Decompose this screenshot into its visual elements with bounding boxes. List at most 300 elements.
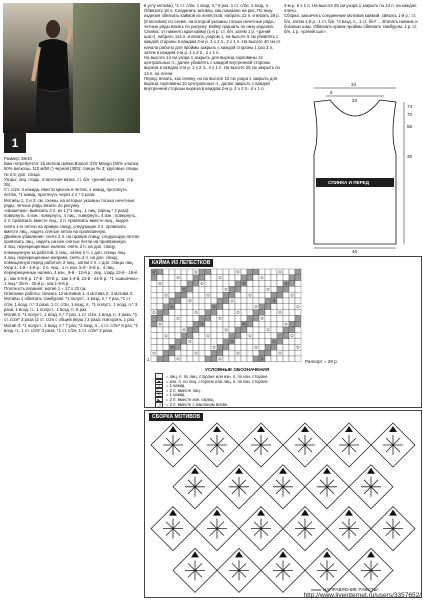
chart-cell: [229, 327, 235, 333]
chart-cell: [187, 281, 193, 287]
motifs-direction-label: НАПРАВЛЕНИЕ РАБОТЫ: [323, 587, 378, 592]
chart-cell: [277, 269, 283, 275]
chart-cell: [199, 286, 205, 292]
petals-repeat-label: Раппорт = 28 р.: [305, 359, 339, 364]
chart-cell: [223, 275, 229, 281]
dim-neck-side: 5: [330, 90, 333, 95]
chart-cell: [163, 281, 169, 287]
chart-cell: [271, 310, 277, 316]
chart-cell: [247, 327, 253, 333]
chart-cell: [205, 298, 211, 304]
chart-cell: [175, 292, 181, 298]
chart-cell: [169, 292, 175, 298]
chart-cell: [271, 333, 277, 339]
chart-cell: [157, 275, 163, 281]
chart-cell: [229, 356, 235, 362]
chart-cell: [205, 304, 211, 310]
chart-cell: [223, 315, 229, 321]
motifs-panel: [144, 410, 422, 598]
chart-cell: [235, 333, 241, 339]
chart-cell: [175, 304, 181, 310]
chart-cell: [229, 315, 235, 321]
chart-cell: [277, 350, 283, 356]
chart-cell: [187, 275, 193, 281]
chart-cell: [193, 310, 199, 316]
chart-cell: [169, 344, 175, 350]
chart-cell: [289, 350, 295, 356]
chart-cell: [193, 356, 199, 362]
chart-cell: [277, 304, 283, 310]
legend-symbol-icon: ◣: [155, 396, 163, 403]
chart-cell: [175, 333, 181, 339]
chart-cell: [253, 333, 259, 339]
chart-cell: [157, 321, 163, 327]
chart-cell: [223, 327, 229, 333]
chart-cell: [241, 275, 247, 281]
chart-cell: [277, 292, 283, 298]
chart-cell: [295, 310, 301, 316]
chart-cell: [187, 298, 193, 304]
chart-cell: [211, 333, 217, 339]
chart-cell: [223, 310, 229, 316]
chart-cell: [199, 310, 205, 316]
motif-star: [383, 435, 403, 455]
dim-b: 70: [407, 112, 413, 117]
chart-cell: [181, 310, 187, 316]
petals-title: КАЙМА ИЗ ЛЕПЕСТКОВ: [149, 259, 213, 267]
chart-cell: [265, 339, 271, 345]
chart-cell: [151, 315, 157, 321]
chart-cell: [151, 292, 157, 298]
chart-cell: [181, 327, 187, 333]
chart-cell: [241, 339, 247, 345]
chart-cell: [211, 315, 217, 321]
chart-cell: [295, 304, 301, 310]
chart-cell: [205, 339, 211, 345]
chart-cell: [253, 350, 259, 356]
chart-cell: [295, 275, 301, 281]
chart-cell: [169, 304, 175, 310]
chart-cell: [283, 298, 289, 304]
background-trees: [73, 3, 140, 133]
chart-cell: [229, 333, 235, 339]
chart-cell: [229, 339, 235, 345]
chart-cell: [235, 292, 241, 298]
chart-cell: [169, 310, 175, 316]
chart-cell: [181, 333, 187, 339]
chart-cell: [223, 356, 229, 362]
chart-cell: [181, 298, 187, 304]
chart-cell: [253, 292, 259, 298]
chart-cell: [277, 327, 283, 333]
chart-cell: [265, 344, 271, 350]
chart-cell: [289, 327, 295, 333]
chart-cell: [187, 350, 193, 356]
chart-cell: [157, 339, 163, 345]
chart-cell: [253, 275, 259, 281]
chart-cell: [259, 333, 265, 339]
chart-cell: [175, 281, 181, 287]
chart-cell: [295, 281, 301, 287]
chart-cell: [283, 350, 289, 356]
chart-cell: [181, 286, 187, 292]
chart-cell: [229, 344, 235, 350]
motif-star: [251, 435, 271, 455]
chart-cell: [151, 327, 157, 333]
chart-cell: [157, 333, 163, 339]
chart-cell: [259, 269, 265, 275]
chart-cell: [277, 281, 283, 287]
chart-cell: [253, 286, 259, 292]
chart-cell: [283, 292, 289, 298]
chart-cell: [157, 310, 163, 316]
chart-cell: [247, 321, 253, 327]
chart-cell: [241, 298, 247, 304]
chart-cell: [199, 356, 205, 362]
chart-cell: [295, 344, 301, 350]
chart-cell: [265, 275, 271, 281]
chart-cell: [175, 327, 181, 333]
chart-cell: [151, 298, 157, 304]
motifs-title: СБОРКА МОТИВОВ: [149, 413, 203, 421]
chart-cell: [253, 310, 259, 316]
chart-cell: [187, 327, 193, 333]
chart-cell: [151, 286, 157, 292]
chart-cell: [259, 321, 265, 327]
chart-cell: [169, 315, 175, 321]
chart-cell: [259, 315, 265, 321]
chart-cell: [169, 281, 175, 287]
chart-cell: [289, 344, 295, 350]
chart-cell: [157, 350, 163, 356]
chart-cell: [199, 344, 205, 350]
chart-cell: [157, 286, 163, 292]
chart-cell: [247, 315, 253, 321]
chart-cell: [295, 315, 301, 321]
chart-cell: [235, 344, 241, 350]
chart-cell: [211, 356, 217, 362]
chart-cell: [163, 298, 169, 304]
chart-cell: [187, 310, 193, 316]
chart-cell: [241, 356, 247, 362]
chart-cell: [151, 356, 157, 362]
chart-cell: [289, 333, 295, 339]
chart-cell: [205, 292, 211, 298]
legend-label: = 2 п. вместе изн. скрещ: [166, 397, 214, 402]
chart-cell: [169, 298, 175, 304]
chart-cell: [217, 292, 223, 298]
chart-cell: [199, 281, 205, 287]
chart-cell: [163, 315, 169, 321]
chart-cell: [241, 321, 247, 327]
chart-cell: [205, 281, 211, 287]
chart-cell: [205, 350, 211, 356]
chart-cell: [265, 356, 271, 362]
chart-cell: [175, 275, 181, 281]
dim-bottom-width: 46: [352, 249, 358, 254]
chart-cell: [241, 344, 247, 350]
chart-cell: [151, 269, 157, 275]
chart-cell: [229, 275, 235, 281]
petals-chart-panel: [144, 256, 422, 408]
chart-cell: [229, 281, 235, 287]
chart-cell: [187, 315, 193, 321]
chart-cell: [193, 286, 199, 292]
chart-cell: [241, 327, 247, 333]
legend-label: = 1 накид: [166, 383, 185, 389]
chart-cell: [253, 321, 259, 327]
chart-cell: [193, 269, 199, 275]
chart-cell: [295, 339, 301, 345]
chart-cell: [169, 327, 175, 333]
chart-cell: [247, 350, 253, 356]
chart-cell: [265, 269, 271, 275]
chart-cell: [199, 327, 205, 333]
chart-cell: [295, 286, 301, 292]
chart-cell: [253, 298, 259, 304]
chart-cell: [163, 339, 169, 345]
chart-cell: [271, 275, 277, 281]
chart-cell: [259, 339, 265, 345]
chart-cell: [289, 321, 295, 327]
chart-cell: [151, 344, 157, 350]
chart-cell: [151, 304, 157, 310]
instructions-column-3: [284, 3, 420, 73]
chart-cell: [211, 298, 217, 304]
chart-cell: [169, 275, 175, 281]
chart-cell: [247, 292, 253, 298]
chart-cell: [247, 339, 253, 345]
chart-cell: [211, 327, 217, 333]
chart-cell: [217, 304, 223, 310]
chart-cell: [253, 339, 259, 345]
chart-cell: [193, 292, 199, 298]
chart-cell: [265, 298, 271, 304]
chart-cell: [259, 281, 265, 287]
legend-label: = изн. п. по лиц. стороне или лиц. п. по изн. стороне: [166, 378, 268, 384]
chart-cell: [211, 292, 217, 298]
chart-cell: [235, 350, 241, 356]
chart-cell: [205, 315, 211, 321]
chart-cell: [265, 321, 271, 327]
legend-symbol-icon: □: [155, 373, 163, 380]
motif-star: [163, 435, 183, 455]
chart-cell: [181, 315, 187, 321]
garment-schema: [284, 76, 420, 256]
chart-cell: [271, 350, 277, 356]
chart-cell: [229, 298, 235, 304]
chart-cell: [235, 339, 241, 345]
chart-cell: [265, 327, 271, 333]
chart-cell: [193, 275, 199, 281]
chart-cell: [181, 339, 187, 345]
chart-cell: [157, 327, 163, 333]
chart-cell: [271, 327, 277, 333]
motif-star: [207, 435, 227, 455]
chart-cell: [217, 315, 223, 321]
chart-cell: [187, 292, 193, 298]
chart-cell: [271, 269, 277, 275]
schema-drawing: [284, 76, 420, 256]
chart-cell: [211, 321, 217, 327]
chart-cell: [199, 269, 205, 275]
chart-cell: [217, 327, 223, 333]
chart-cell: [229, 350, 235, 356]
chart-cell: [259, 327, 265, 333]
chart-cell: [295, 269, 301, 275]
chart-cell: [259, 344, 265, 350]
chart-cell: [277, 339, 283, 345]
chart-cell: [157, 292, 163, 298]
dim-neck-width: 24: [352, 98, 358, 103]
chart-cell: [175, 356, 181, 362]
chart-cell: [235, 269, 241, 275]
chart-cell: [241, 304, 247, 310]
chart-cell: [241, 286, 247, 292]
chart-cell: [205, 321, 211, 327]
chart-cell: [193, 298, 199, 304]
chart-cell: [271, 281, 277, 287]
chart-cell: [241, 269, 247, 275]
chart-cell: [247, 269, 253, 275]
chart-cell: [151, 350, 157, 356]
legend-symbol-icon: ○: [155, 382, 163, 389]
legend-symbol-icon: △: [155, 391, 163, 398]
chart-cell: [283, 333, 289, 339]
chart-cell: [175, 344, 181, 350]
chart-cell: [157, 356, 163, 362]
chart-cell: [259, 286, 265, 292]
chart-cell: [199, 304, 205, 310]
instructions-text-2: в углу мотива), *1 ст. с/2н, 1 возд. п.* 5 раз, 1 ст. с/2н, 1 возд. п. Обвязать 18 п. Соединить мотивы, как показано на рис. По низу изделия обвязать каймой из лепестков: набрать 12 п. и вязать 28 р. (8 мотивов) по схеме, на которой указаны только нечетные ряды, четные ряды вязать по рисунку. Кайму пришить по низу изделия. Спинка: от нижнего края кайму (1-й р. ст. б/н, затем 1 р. «рачий шаг»), набрать 114 п. и вязать узором 1, на высоте 6 см убавлять с каждой стороны в каждом 2-м р. 1 х 1 п., 2 х 1 п. На высоте 40 см от начала работы для проймы закрыть с каждой стороны 1 раз 3 п., затем в каждом 2-м р. 1 х 2 п., 2 х 1 п. На высоте 14 см узора 1 закрыть для выреза горловины 12 центральных п., далее убавлять с каждой внутренней стороны выреза в каждом 2-м р. 1 х 2 п., 4 х 1 п. На высоте 25 см закрыть по 14 п. на плечи. Перед: вязать, как спинку, но на высоте 10 см узора 1 закрыть для выреза горловины 10 центральных п., далее закрыть с каждой внутренней стороны выреза в каждом 2-м р. 1 х 2 п., 4 х 1 п.: [144, 3, 281, 92]
schema-title: СПИНКА И ПЕРЕД: [328, 180, 369, 185]
chart-cell: [163, 333, 169, 339]
chart-cell: [289, 315, 295, 321]
chart-cell: [181, 344, 187, 350]
legend-label: = 2 п. вместе с наклоном влево: [166, 401, 228, 407]
chart-cell: [193, 321, 199, 327]
chart-cell: [151, 275, 157, 281]
chart-cell: [289, 310, 295, 316]
chart-cell: [289, 304, 295, 310]
chart-cell: [193, 327, 199, 333]
chart-cell: [151, 333, 157, 339]
chart-cell: [247, 356, 253, 362]
chart-cell: [169, 339, 175, 345]
chart-cell: [211, 286, 217, 292]
chart-cell: [217, 356, 223, 362]
chart-cell: [283, 356, 289, 362]
chart-cell: [289, 298, 295, 304]
chart-cell: [235, 315, 241, 321]
chart-cell: [169, 356, 175, 362]
chart-cell: [193, 339, 199, 345]
chart-cell: [163, 286, 169, 292]
chart-cell: [151, 321, 157, 327]
chart-cell: [169, 269, 175, 275]
chart-cell: [175, 310, 181, 316]
chart-cell: [223, 344, 229, 350]
chart-cell: [253, 269, 259, 275]
chart-cell: [151, 281, 157, 287]
dim-d: 30: [407, 154, 413, 159]
chart-cell: [235, 356, 241, 362]
chart-cell: [295, 292, 301, 298]
legend-symbol-icon: ■: [155, 378, 163, 385]
legend-symbol-icon: ◺: [155, 387, 163, 394]
chart-cell: [283, 275, 289, 281]
chart-cell: [211, 281, 217, 287]
chart-cell: [283, 304, 289, 310]
chart-cell: [289, 286, 295, 292]
watermark-url: http://www.liveinternet.ru/users/3357652/: [303, 592, 421, 599]
chart-cell: [169, 333, 175, 339]
chart-cell: [259, 356, 265, 362]
chart-cell: [217, 339, 223, 345]
chart-cell: [229, 321, 235, 327]
chart-cell: [187, 333, 193, 339]
chart-cell: [163, 269, 169, 275]
chart-cell: [205, 310, 211, 316]
chart-cell: [157, 344, 163, 350]
chart-cell: [169, 321, 175, 327]
chart-cell: [289, 356, 295, 362]
chart-cell: [163, 344, 169, 350]
chart-cell: [229, 292, 235, 298]
chart-cell: [277, 321, 283, 327]
chart-cell: [163, 350, 169, 356]
chart-cell: [271, 315, 277, 321]
chart-cell: [205, 327, 211, 333]
chart-cell: [277, 310, 283, 316]
chart-cell: [175, 269, 181, 275]
chart-cell: [241, 310, 247, 316]
chart-cell: [247, 333, 253, 339]
chart-cell: [187, 304, 193, 310]
chart-cell: [223, 286, 229, 292]
chart-cell: [217, 344, 223, 350]
chart-cell: [211, 310, 217, 316]
chart-cell: [289, 275, 295, 281]
chart-cell: [277, 356, 283, 362]
chart-cell: [241, 333, 247, 339]
chart-cell: [277, 333, 283, 339]
chart-cell: [223, 298, 229, 304]
legend-label: = 1 накид: [166, 392, 185, 398]
chart-cell: [217, 333, 223, 339]
chart-cell: [187, 269, 193, 275]
chart-cell: [199, 321, 205, 327]
chart-cell: [223, 333, 229, 339]
chart-cell: [247, 298, 253, 304]
chart-cell: [223, 304, 229, 310]
chart-cell: [295, 356, 301, 362]
chart-cell: [235, 304, 241, 310]
chart-cell: [295, 298, 301, 304]
chart-cell: [295, 333, 301, 339]
chart-cell: [247, 344, 253, 350]
chart-cell: [181, 304, 187, 310]
chart-cell: [289, 281, 295, 287]
chart-cell: [187, 356, 193, 362]
chart-cell: [211, 269, 217, 275]
chart-cell: [187, 286, 193, 292]
chart-cell: [235, 310, 241, 316]
chart-cell: [253, 356, 259, 362]
chart-cell: [289, 292, 295, 298]
chart-cell: [259, 298, 265, 304]
chart-cell: [247, 275, 253, 281]
